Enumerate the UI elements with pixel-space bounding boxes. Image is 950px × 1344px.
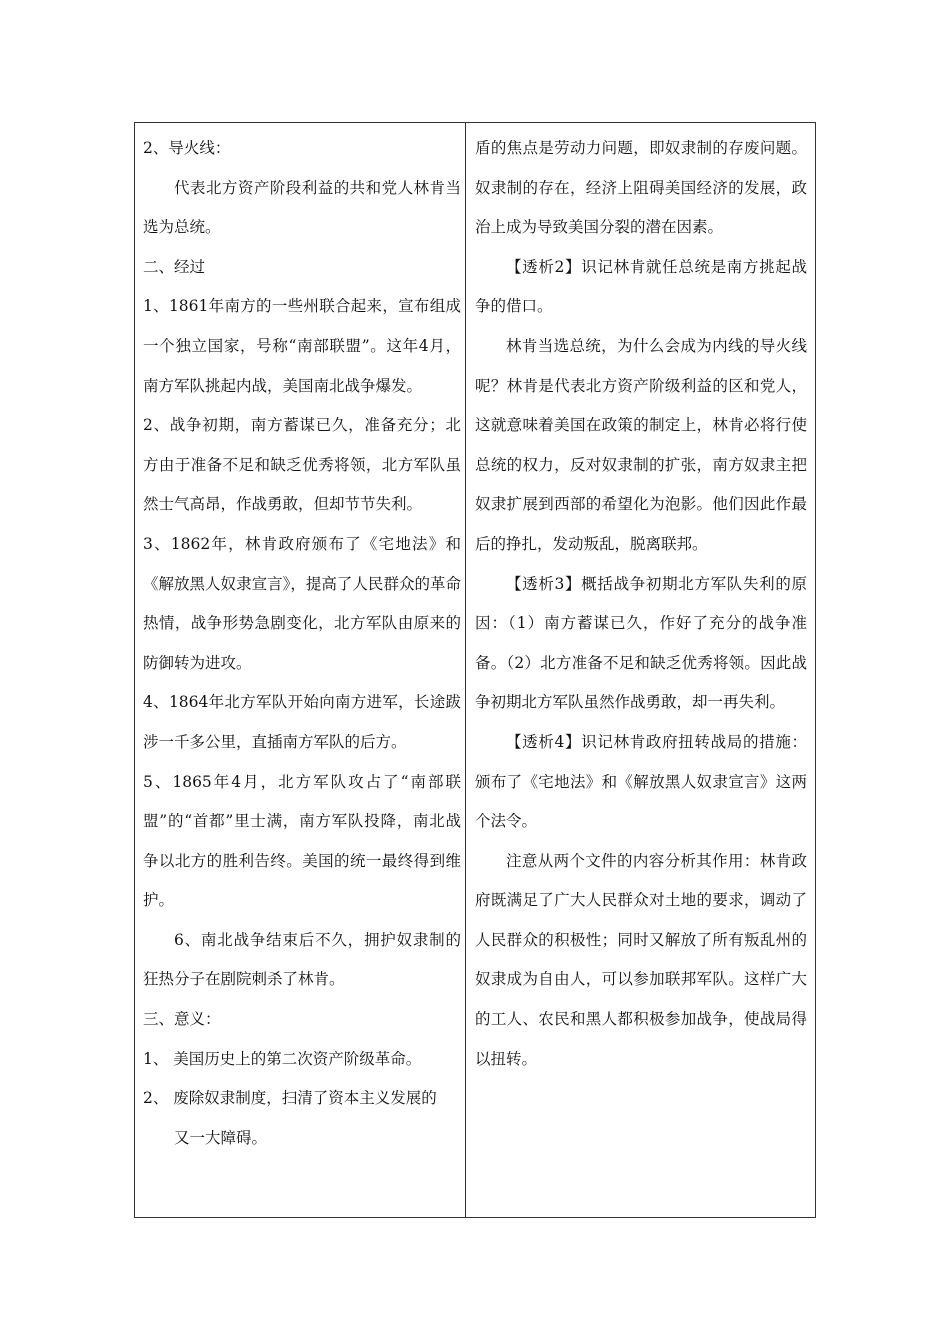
left-paragraph: 4、1864年北方军队开始向南方进军，长途跋涉一千多公里，直插南方军队的后方。 [143,693,461,751]
left-paragraph: 三、意义： [143,1010,221,1029]
left-paragraph: 1、 美国历史上的第二次资产阶级革命。 [143,1049,422,1068]
left-paragraph: 代表北方资产阶段利益的共和党人林肯当选为总统。 [143,178,461,237]
left-paragraph: 1、1861年南方的一些州联合起来，宣布组成一个独立国家，号称“南部联盟”。这年4月，南方军队挑起内战，美国南北战争爆发。 [143,297,461,395]
left-column [143,129,461,1158]
content-table [134,122,816,1218]
left-paragraph: 又一大障碍。 [174,1128,268,1147]
left-paragraph: 2、战争初期，南方蓄谋已久，准备充分；北方由于准备不足和缺乏优秀将领，北方军队虽然士气高昂，作战勇敢，但却节节失利。 [143,416,461,514]
column-divider [465,123,466,1217]
right-paragraph: 【透析3】概括战争初期北方军队失利的原因：（1）南方蓄谋已久，作好了充分的战争准备。（2）北方准备不足和缺乏优秀将领。因此战争初期北方军队虽然作战勇敢，却一再失利。 [475,574,807,712]
left-paragraph: 2、导火线： [143,139,231,157]
right-paragraph: 盾的焦点是劳动力问题，即奴隶制的存废问题。奴隶制的存在，经济上阻碍美国经济的发展，政治上成为导致美国分裂的潜在因素。 [475,139,807,237]
right-paragraph: 【透析4】识记林肯政府扭转战局的措施：颁布了《宅地法》和《解放黑人奴隶宣言》这两个法令。 [475,732,807,831]
right-paragraph: 【透析2】识记林肯就任总统是南方挑起战争的借口。 [475,257,807,316]
right-paragraph: 林肯当选总统，为什么会成为内线的导火线呢？林肯是代表北方资产阶级利益的区和党人，这就意味着美国在政策的制定上，林肯必将行使总统的权力，反对奴隶制的扩张，南方奴隶主把奴隶扩展到西部的希望化为泡影。他们因此作最后的挣扎，发动叛乱，脱离联邦。 [475,336,807,553]
right-paragraph: 注意从两个文件的内容分析其作用：林肯政府既满足了广大人民群众对土地的要求，调动了人民群众的积极性；同时又解放了所有叛乱州的奴隶成为自由人，可以参加联邦军队。这样广大的工人、农民和黑人都积极参加战争，使战局得以扭转。 [475,851,807,1068]
left-paragraph: 2、 废除奴隶制度，扫清了资本主义发展的 [143,1089,437,1108]
left-paragraph: 二、经过 [143,257,206,276]
right-column [475,129,807,1079]
left-paragraph: 6、南北战争结束后不久，拥护奴隶制的狂热分子在剧院刺杀了林肯。 [143,930,461,989]
left-paragraph: 3、1862年，林肯政府颁布了《宅地法》和《解放黑人奴隶宣言》，提高了人民群众的革命热情，战争形势急剧变化，北方军队由原来的防御转为进攻。 [143,534,461,672]
left-paragraph: 5、1865年4月，北方军队攻占了“南部联盟”的“首都”里士满，南方军队投降，南北战争以北方的胜利告终。美国的统一最终得到维护。 [143,772,461,910]
